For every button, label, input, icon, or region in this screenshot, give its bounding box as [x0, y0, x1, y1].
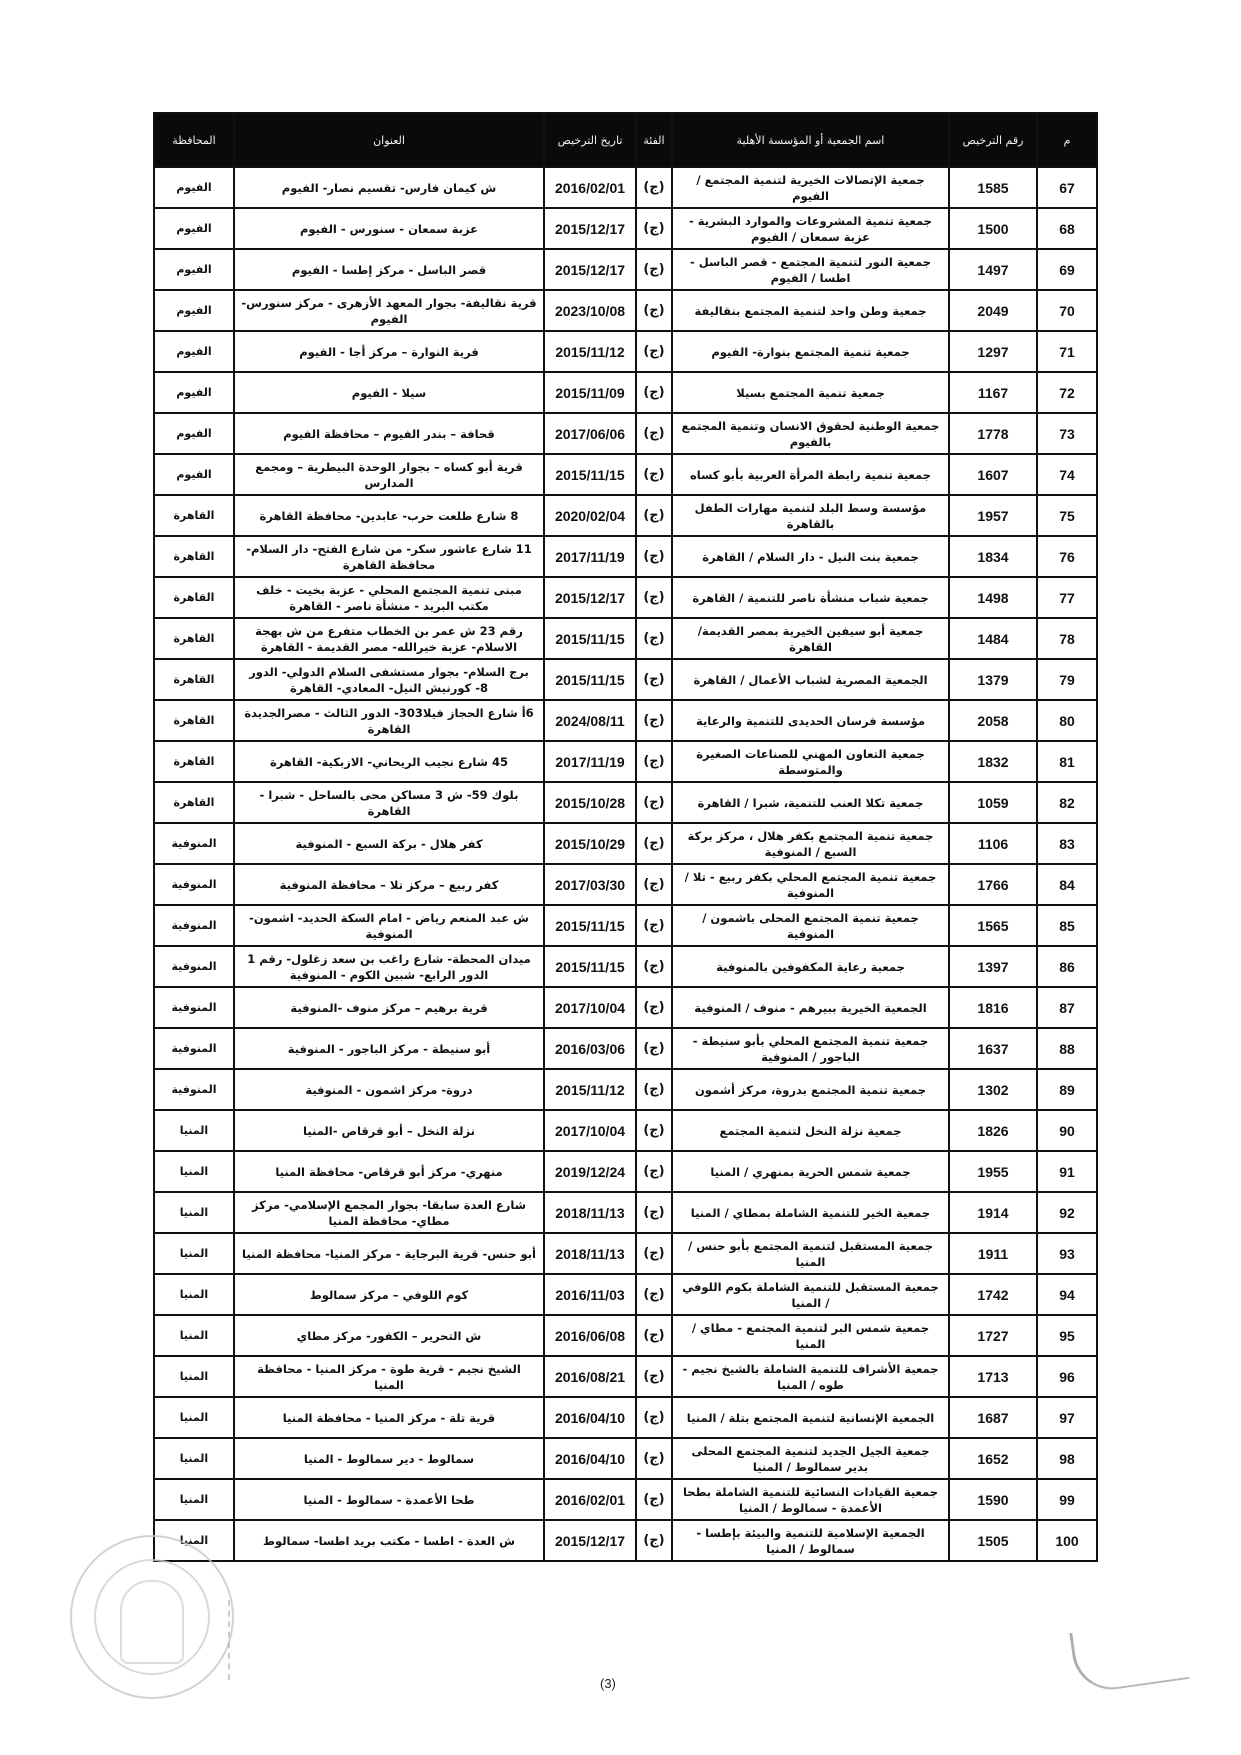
cell-name: جمعية نزلة النخل لتنمية المجتمع	[672, 1110, 949, 1151]
cell-name: الجمعية المصرية لشباب الأعمال / القاهرة	[672, 659, 949, 700]
cell-name: جمعية بنت النيل - دار السلام / القاهرة	[672, 536, 949, 577]
cell-address: مبنى تنمية المجتمع المحلي - عزبة بخيت - خلف مكتب البريد - منشأة ناصر - القاهرة	[234, 577, 544, 618]
cell-address: 11 شارع عاشور سكر- من شارع الفتح- دار السلام- محافظة القاهرة	[234, 536, 544, 577]
cell-license-no: 1687	[949, 1397, 1037, 1438]
cell-license-no: 1834	[949, 536, 1037, 577]
cell-address: ميدان المحطة- شارع راغب بن سعد زغلول- رقم 1 الدور الرابع- شبين الكوم - المنوفية	[234, 946, 544, 987]
cell-license-no: 1652	[949, 1438, 1037, 1479]
cell-governorate: الفيوم	[154, 413, 234, 454]
cell-name: الجمعية الخيرية ببيرهم - منوف / المنوفية	[672, 987, 949, 1028]
table-row	[154, 782, 1097, 823]
table-row	[154, 823, 1097, 864]
cell-address: ش كيمان فارس- تقسيم نصار- الفيوم	[234, 167, 544, 208]
cell-governorate: المنوفية	[154, 823, 234, 864]
table-row	[154, 454, 1097, 495]
cell-license-no: 1832	[949, 741, 1037, 782]
table-body	[154, 167, 1097, 1561]
cell-name: جمعية رعاية المكفوفين بالمنوفية	[672, 946, 949, 987]
cell-num: 78	[1037, 618, 1097, 659]
eagle-emblem-icon	[120, 1580, 184, 1664]
cell-address: بلوك 59- ش 3 مساكن محى بالساحل - شبرا - القاهرة	[234, 782, 544, 823]
table-row	[154, 659, 1097, 700]
cell-name: جمعية المستقبل للتنمية الشاملة بكوم اللوفي / المنيا	[672, 1274, 949, 1315]
cell-governorate: المنوفية	[154, 1069, 234, 1110]
cell-category: (ج)	[636, 249, 672, 290]
cell-name: جمعية الجيل الجديد لتنمية المجتمع المحلى بدير سمالوط / المنيا	[672, 1438, 949, 1479]
cell-category: (ج)	[636, 454, 672, 495]
cell-address: قصر الباسل - مركز إطسا - الفيوم	[234, 249, 544, 290]
cell-license-no: 1826	[949, 1110, 1037, 1151]
cell-license-date: 2015/12/17	[544, 1520, 636, 1561]
cell-governorate: القاهرة	[154, 577, 234, 618]
cell-license-date: 2016/06/08	[544, 1315, 636, 1356]
cell-name: جمعية تنمية المجتمع المحلي بكفر ربيع - تلا / المنوفية	[672, 864, 949, 905]
cell-num: 100	[1037, 1520, 1097, 1561]
cell-governorate: المنوفية	[154, 1028, 234, 1069]
cell-num: 98	[1037, 1438, 1097, 1479]
cell-license-no: 1297	[949, 331, 1037, 372]
cell-address: كفر ربيع – مركز تلا – محافظة المنوفية	[234, 864, 544, 905]
cell-name: مؤسسة فرسان الحديدى للتنمية والرعاية	[672, 700, 949, 741]
table-row	[154, 1151, 1097, 1192]
cell-license-no: 1778	[949, 413, 1037, 454]
cell-name: جمعية التعاون المهني للصناعات الصغيرة والمتوسطة	[672, 741, 949, 782]
cell-category: (ج)	[636, 864, 672, 905]
cell-license-no: 1500	[949, 208, 1037, 249]
table-row	[154, 372, 1097, 413]
cell-name: جمعية تنمية المجتمع المحلي بأبو سنيطة - الباجور / المنوفية	[672, 1028, 949, 1069]
cell-address: رقم 23 ش عمر بن الخطاب متفرع من ش بهجة الاسلام- عزبة خيرالله- مصر القديمة - القاهرة	[234, 618, 544, 659]
cell-governorate: المنيا	[154, 1110, 234, 1151]
cell-governorate: المنوفية	[154, 864, 234, 905]
cell-governorate: المنيا	[154, 1438, 234, 1479]
cell-category: (ج)	[636, 1151, 672, 1192]
cell-num: 92	[1037, 1192, 1097, 1233]
cell-governorate: الفيوم	[154, 454, 234, 495]
cell-address: عزبة سمعان - سنورس - الفيوم	[234, 208, 544, 249]
cell-license-date: 2015/11/12	[544, 331, 636, 372]
cell-address: أبو سنيطة - مركز الباجور - المنوفية	[234, 1028, 544, 1069]
cell-license-no: 1607	[949, 454, 1037, 495]
cell-address: كفر هلال - بركة السبع - المنوفية	[234, 823, 544, 864]
cell-num: 99	[1037, 1479, 1097, 1520]
cell-category: (ج)	[636, 331, 672, 372]
signature	[1069, 1617, 1190, 1694]
cell-name: جمعية تنمية المجتمع بكفر هلال ، مركز بركة السبع / المنوفية	[672, 823, 949, 864]
table-header-row	[154, 113, 1097, 167]
cell-name: جمعية أبو سيفين الخيرية بمصر القديمة/ القاهرة	[672, 618, 949, 659]
cell-license-date: 2015/10/28	[544, 782, 636, 823]
cell-category: (ج)	[636, 1110, 672, 1151]
cell-name: مؤسسة وسط البلد لتنمية مهارات الطفل بالقاهرة	[672, 495, 949, 536]
cell-license-date: 2016/03/06	[544, 1028, 636, 1069]
header-license-date: تاريخ الترخيص	[544, 113, 636, 167]
table-row	[154, 864, 1097, 905]
table-row	[154, 290, 1097, 331]
cell-license-date: 2017/10/04	[544, 1110, 636, 1151]
cell-address: قحافة – بندر الفيوم – محافظة الفيوم	[234, 413, 544, 454]
header-name: اسم الجمعية أو المؤسسة الأهلية	[672, 113, 949, 167]
cell-license-date: 2018/11/13	[544, 1233, 636, 1274]
cell-category: (ج)	[636, 946, 672, 987]
cell-license-date: 2015/10/29	[544, 823, 636, 864]
cell-name: جمعية الوطنية لحقوق الانسان وتنمية المجتمع بالفيوم	[672, 413, 949, 454]
cell-num: 83	[1037, 823, 1097, 864]
cell-name: جمعية شباب منشأة ناصر للتنمية / القاهرة	[672, 577, 949, 618]
cell-category: (ج)	[636, 1315, 672, 1356]
cell-address: سمالوط - دير سمالوط - المنيا	[234, 1438, 544, 1479]
cell-license-no: 1766	[949, 864, 1037, 905]
cell-license-no: 1816	[949, 987, 1037, 1028]
cell-name: جمعية الخير للتنمية الشاملة بمطاي / المنيا	[672, 1192, 949, 1233]
cell-license-no: 1957	[949, 495, 1037, 536]
cell-address: 6أ شارع الحجاز فيلا303- الدور الثالث - مصرالجديدة القاهرة	[234, 700, 544, 741]
cell-name: جمعية القيادات النسائية للتنمية الشاملة بطحا الأعمدة - سمالوط / المنيا	[672, 1479, 949, 1520]
cell-governorate: القاهرة	[154, 536, 234, 577]
cell-num: 82	[1037, 782, 1097, 823]
cell-license-date: 2018/11/13	[544, 1192, 636, 1233]
cell-license-no: 2058	[949, 700, 1037, 741]
cell-num: 81	[1037, 741, 1097, 782]
cell-license-date: 2017/03/30	[544, 864, 636, 905]
cell-category: (ج)	[636, 1438, 672, 1479]
cell-name: جمعية تنمية المجتمع المحلى باشمون / المنوفية	[672, 905, 949, 946]
table-row	[154, 1069, 1097, 1110]
cell-governorate: الفيوم	[154, 372, 234, 413]
cell-category: (ج)	[636, 495, 672, 536]
cell-num: 89	[1037, 1069, 1097, 1110]
cell-license-no: 1713	[949, 1356, 1037, 1397]
table-row	[154, 536, 1097, 577]
cell-name: جمعية تنمية رابطة المرأة العربية بأبو كساه	[672, 454, 949, 495]
cell-num: 70	[1037, 290, 1097, 331]
cell-governorate: الفيوم	[154, 167, 234, 208]
cell-address: طحا الأعمدة - سمالوط - المنيا	[234, 1479, 544, 1520]
cell-category: (ج)	[636, 577, 672, 618]
cell-license-date: 2015/11/12	[544, 1069, 636, 1110]
cell-license-no: 1590	[949, 1479, 1037, 1520]
cell-license-no: 1379	[949, 659, 1037, 700]
cell-num: 88	[1037, 1028, 1097, 1069]
cell-license-date: 2015/11/15	[544, 659, 636, 700]
cell-name: الجمعية الإنسانية لتنمية المجتمع بتلة / المنيا	[672, 1397, 949, 1438]
cell-governorate: المنوفية	[154, 987, 234, 1028]
table-row	[154, 1192, 1097, 1233]
cell-address: سيلا - الفيوم	[234, 372, 544, 413]
cell-num: 91	[1037, 1151, 1097, 1192]
cell-license-date: 2020/02/04	[544, 495, 636, 536]
cell-category: (ج)	[636, 618, 672, 659]
cell-address: قرية تلة - مركز المنيا - محافظة المنيا	[234, 1397, 544, 1438]
table-row	[154, 1356, 1097, 1397]
cell-governorate: القاهرة	[154, 495, 234, 536]
cell-category: (ج)	[636, 823, 672, 864]
cell-governorate: المنيا	[154, 1151, 234, 1192]
cell-license-no: 1397	[949, 946, 1037, 987]
table-row	[154, 167, 1097, 208]
cell-governorate: الفيوم	[154, 249, 234, 290]
cell-governorate: الفيوم	[154, 208, 234, 249]
cell-license-date: 2015/11/15	[544, 454, 636, 495]
cell-category: (ج)	[636, 905, 672, 946]
header-address: العنوان	[234, 113, 544, 167]
cell-license-no: 1497	[949, 249, 1037, 290]
cell-address: قرية أبو كساه – بجوار الوحدة البيطرية – ومجمع المدارس	[234, 454, 544, 495]
cell-governorate: المنيا	[154, 1192, 234, 1233]
cell-license-no: 1565	[949, 905, 1037, 946]
header-num: م	[1037, 113, 1097, 167]
table-row	[154, 208, 1097, 249]
header-governorate: المحافظة	[154, 113, 234, 167]
cell-license-date: 2016/02/01	[544, 167, 636, 208]
cell-license-date: 2023/10/08	[544, 290, 636, 331]
cell-license-no: 1505	[949, 1520, 1037, 1561]
associations-table	[153, 112, 1098, 1562]
cell-governorate: المنوفية	[154, 946, 234, 987]
table-row	[154, 413, 1097, 454]
cell-license-no: 1302	[949, 1069, 1037, 1110]
cell-license-no: 1167	[949, 372, 1037, 413]
table-row	[154, 1028, 1097, 1069]
cell-license-no: 2049	[949, 290, 1037, 331]
cell-license-date: 2015/12/17	[544, 208, 636, 249]
cell-num: 86	[1037, 946, 1097, 987]
cell-license-no: 1106	[949, 823, 1037, 864]
cell-num: 77	[1037, 577, 1097, 618]
table-row	[154, 1274, 1097, 1315]
cell-num: 69	[1037, 249, 1097, 290]
cell-name: جمعية الإتصالات الخيرية لتنمية المجتمع / الفيوم	[672, 167, 949, 208]
cell-category: (ج)	[636, 372, 672, 413]
cell-name: جمعية تكلا العنب للتنمية، شبرا / القاهرة	[672, 782, 949, 823]
cell-governorate: القاهرة	[154, 741, 234, 782]
cell-governorate: الفيوم	[154, 290, 234, 331]
cell-governorate: القاهرة	[154, 659, 234, 700]
cell-license-date: 2019/12/24	[544, 1151, 636, 1192]
cell-category: (ج)	[636, 167, 672, 208]
cell-license-no: 1498	[949, 577, 1037, 618]
cell-name: جمعية تنمية المجتمع بدروة، مركز أشمون	[672, 1069, 949, 1110]
cell-governorate: المنيا	[154, 1233, 234, 1274]
cell-num: 80	[1037, 700, 1097, 741]
cell-license-no: 1484	[949, 618, 1037, 659]
cell-license-no: 1727	[949, 1315, 1037, 1356]
cell-num: 72	[1037, 372, 1097, 413]
cell-address: منهري- مركز أبو قرقاص- محافظة المنيا	[234, 1151, 544, 1192]
cell-num: 68	[1037, 208, 1097, 249]
cell-num: 90	[1037, 1110, 1097, 1151]
cell-address: الشيخ نجيم - قرية طوة - مركز المنيا - محافظة المنيا	[234, 1356, 544, 1397]
cell-num: 87	[1037, 987, 1097, 1028]
cell-address: أبو حنس- قرية البرجاية - مركز المنيا- محافظة المنيا	[234, 1233, 544, 1274]
cell-address: قرية النوارة – مركز أجا - الفيوم	[234, 331, 544, 372]
cell-num: 71	[1037, 331, 1097, 372]
table-row	[154, 331, 1097, 372]
cell-license-date: 2015/11/15	[544, 618, 636, 659]
cell-license-no: 1911	[949, 1233, 1037, 1274]
cell-category: (ج)	[636, 1397, 672, 1438]
header-license-no: رقم الترخيص	[949, 113, 1037, 167]
cell-num: 73	[1037, 413, 1097, 454]
cell-license-no: 1742	[949, 1274, 1037, 1315]
cell-address: 8 شارع طلعت حرب- عابدين- محافظة القاهرة	[234, 495, 544, 536]
cell-name: جمعية المستقبل لتنمية المجتمع بأبو حنس / المنيا	[672, 1233, 949, 1274]
cell-license-date: 2017/10/04	[544, 987, 636, 1028]
table-row	[154, 1520, 1097, 1561]
cell-name: جمعية الأشراف للتنمية الشاملة بالشيخ نجيم - طوه / المنيا	[672, 1356, 949, 1397]
cell-category: (ج)	[636, 290, 672, 331]
cell-address: نزلة النخل – أبو قرقاص -المنيا	[234, 1110, 544, 1151]
cell-num: 79	[1037, 659, 1097, 700]
cell-license-date: 2015/12/17	[544, 577, 636, 618]
table-row	[154, 946, 1097, 987]
cell-num: 94	[1037, 1274, 1097, 1315]
table-row	[154, 495, 1097, 536]
table-row	[154, 1110, 1097, 1151]
cell-governorate: المنيا	[154, 1520, 234, 1561]
table-row	[154, 1479, 1097, 1520]
cell-category: (ج)	[636, 1274, 672, 1315]
cell-license-no: 1059	[949, 782, 1037, 823]
cell-governorate: المنيا	[154, 1356, 234, 1397]
cell-address: 45 شارع نجيب الريحاني- الازبكية- القاهرة	[234, 741, 544, 782]
cell-address: قرية برهيم – مركز منوف -المنوفية	[234, 987, 544, 1028]
header-category: الفئة	[636, 113, 672, 167]
cell-name: جمعية النور لتنمية المجتمع - قصر الباسل - اطسا / الفيوم	[672, 249, 949, 290]
cell-num: 67	[1037, 167, 1097, 208]
table-row	[154, 618, 1097, 659]
cell-num: 74	[1037, 454, 1097, 495]
cell-category: (ج)	[636, 1192, 672, 1233]
cell-governorate: القاهرة	[154, 618, 234, 659]
table-row	[154, 1233, 1097, 1274]
table-row	[154, 249, 1097, 290]
cell-category: (ج)	[636, 208, 672, 249]
table-row	[154, 577, 1097, 618]
cell-governorate: القاهرة	[154, 700, 234, 741]
cell-name: جمعية تنمية المشروعات والموارد البشرية - عزبة سمعان / الفيوم	[672, 208, 949, 249]
cell-license-no: 1955	[949, 1151, 1037, 1192]
cell-category: (ج)	[636, 1233, 672, 1274]
cell-license-date: 2016/02/01	[544, 1479, 636, 1520]
cell-governorate: المنوفية	[154, 905, 234, 946]
cell-license-date: 2017/11/19	[544, 741, 636, 782]
table-row	[154, 1315, 1097, 1356]
cell-num: 93	[1037, 1233, 1097, 1274]
cell-category: (ج)	[636, 700, 672, 741]
cell-category: (ج)	[636, 1520, 672, 1561]
cell-address: دروة- مركز اشمون - المنوفية	[234, 1069, 544, 1110]
table-row	[154, 905, 1097, 946]
cell-address: قرية نقاليفة- بجوار المعهد الأزهرى - مركز سنورس- الفيوم	[234, 290, 544, 331]
table-row	[154, 1438, 1097, 1479]
cell-category: (ج)	[636, 659, 672, 700]
cell-address: كوم اللوفي – مركز سمالوط	[234, 1274, 544, 1315]
cell-name: جمعية شمس الحرية بمنهري / المنيا	[672, 1151, 949, 1192]
table-row	[154, 741, 1097, 782]
table-row	[154, 987, 1097, 1028]
cell-name: جمعية شمس البر لتنمية المجتمع - مطاي / المنيا	[672, 1315, 949, 1356]
cell-governorate: المنيا	[154, 1397, 234, 1438]
cell-license-date: 2024/08/11	[544, 700, 636, 741]
cell-category: (ج)	[636, 536, 672, 577]
cell-address: ش التحرير – الكفور- مركز مطاي	[234, 1315, 544, 1356]
cell-num: 96	[1037, 1356, 1097, 1397]
cell-num: 95	[1037, 1315, 1097, 1356]
cell-license-date: 2016/08/21	[544, 1356, 636, 1397]
cell-num: 97	[1037, 1397, 1097, 1438]
cell-governorate: المنيا	[154, 1315, 234, 1356]
cell-address: برج السلام- بجوار مستشفى السلام الدولي- الدور 8- كورنيش النيل- المعادي- القاهرة	[234, 659, 544, 700]
cell-license-date: 2016/04/10	[544, 1397, 636, 1438]
cell-category: (ج)	[636, 987, 672, 1028]
cell-category: (ج)	[636, 1028, 672, 1069]
cell-governorate: المنيا	[154, 1479, 234, 1520]
cell-governorate: الفيوم	[154, 331, 234, 372]
cell-license-date: 2015/11/09	[544, 372, 636, 413]
handwritten-note	[228, 1600, 260, 1680]
cell-num: 85	[1037, 905, 1097, 946]
cell-license-no: 1585	[949, 167, 1037, 208]
cell-num: 76	[1037, 536, 1097, 577]
cell-license-date: 2017/06/06	[544, 413, 636, 454]
page-number: (3)	[600, 1676, 616, 1691]
cell-num: 84	[1037, 864, 1097, 905]
cell-license-date: 2016/11/03	[544, 1274, 636, 1315]
cell-governorate: المنيا	[154, 1274, 234, 1315]
cell-category: (ج)	[636, 1069, 672, 1110]
cell-address: ش العدة - اطسا - مكتب بريد اطسا- سمالوط	[234, 1520, 544, 1561]
table-row	[154, 700, 1097, 741]
cell-name: الجمعية الإسلامية للتنمية والبيئة بإطسا - سمالوط / المنيا	[672, 1520, 949, 1561]
cell-category: (ج)	[636, 782, 672, 823]
cell-name: جمعية تنمية المجتمع بسيلا	[672, 372, 949, 413]
cell-category: (ج)	[636, 1479, 672, 1520]
table-row	[154, 1397, 1097, 1438]
cell-license-no: 1914	[949, 1192, 1037, 1233]
cell-license-date: 2017/11/19	[544, 536, 636, 577]
cell-license-date: 2015/11/15	[544, 905, 636, 946]
cell-license-date: 2015/11/15	[544, 946, 636, 987]
cell-license-no: 1637	[949, 1028, 1037, 1069]
cell-name: جمعية وطن واحد لتنمية المجتمع بنقاليفة	[672, 290, 949, 331]
cell-num: 75	[1037, 495, 1097, 536]
cell-license-date: 2016/04/10	[544, 1438, 636, 1479]
cell-address: ش عبد المنعم رياض - امام السكة الحديد- اشمون- المنوفية	[234, 905, 544, 946]
cell-address: شارع العدة سابقا- بجوار المجمع الإسلامي- مركز مطاي- محافظة المنيا	[234, 1192, 544, 1233]
cell-license-date: 2015/12/17	[544, 249, 636, 290]
cell-name: جمعية تنمية المجتمع بنوارة- الفيوم	[672, 331, 949, 372]
cell-governorate: القاهرة	[154, 782, 234, 823]
cell-category: (ج)	[636, 1356, 672, 1397]
cell-category: (ج)	[636, 413, 672, 454]
cell-category: (ج)	[636, 741, 672, 782]
